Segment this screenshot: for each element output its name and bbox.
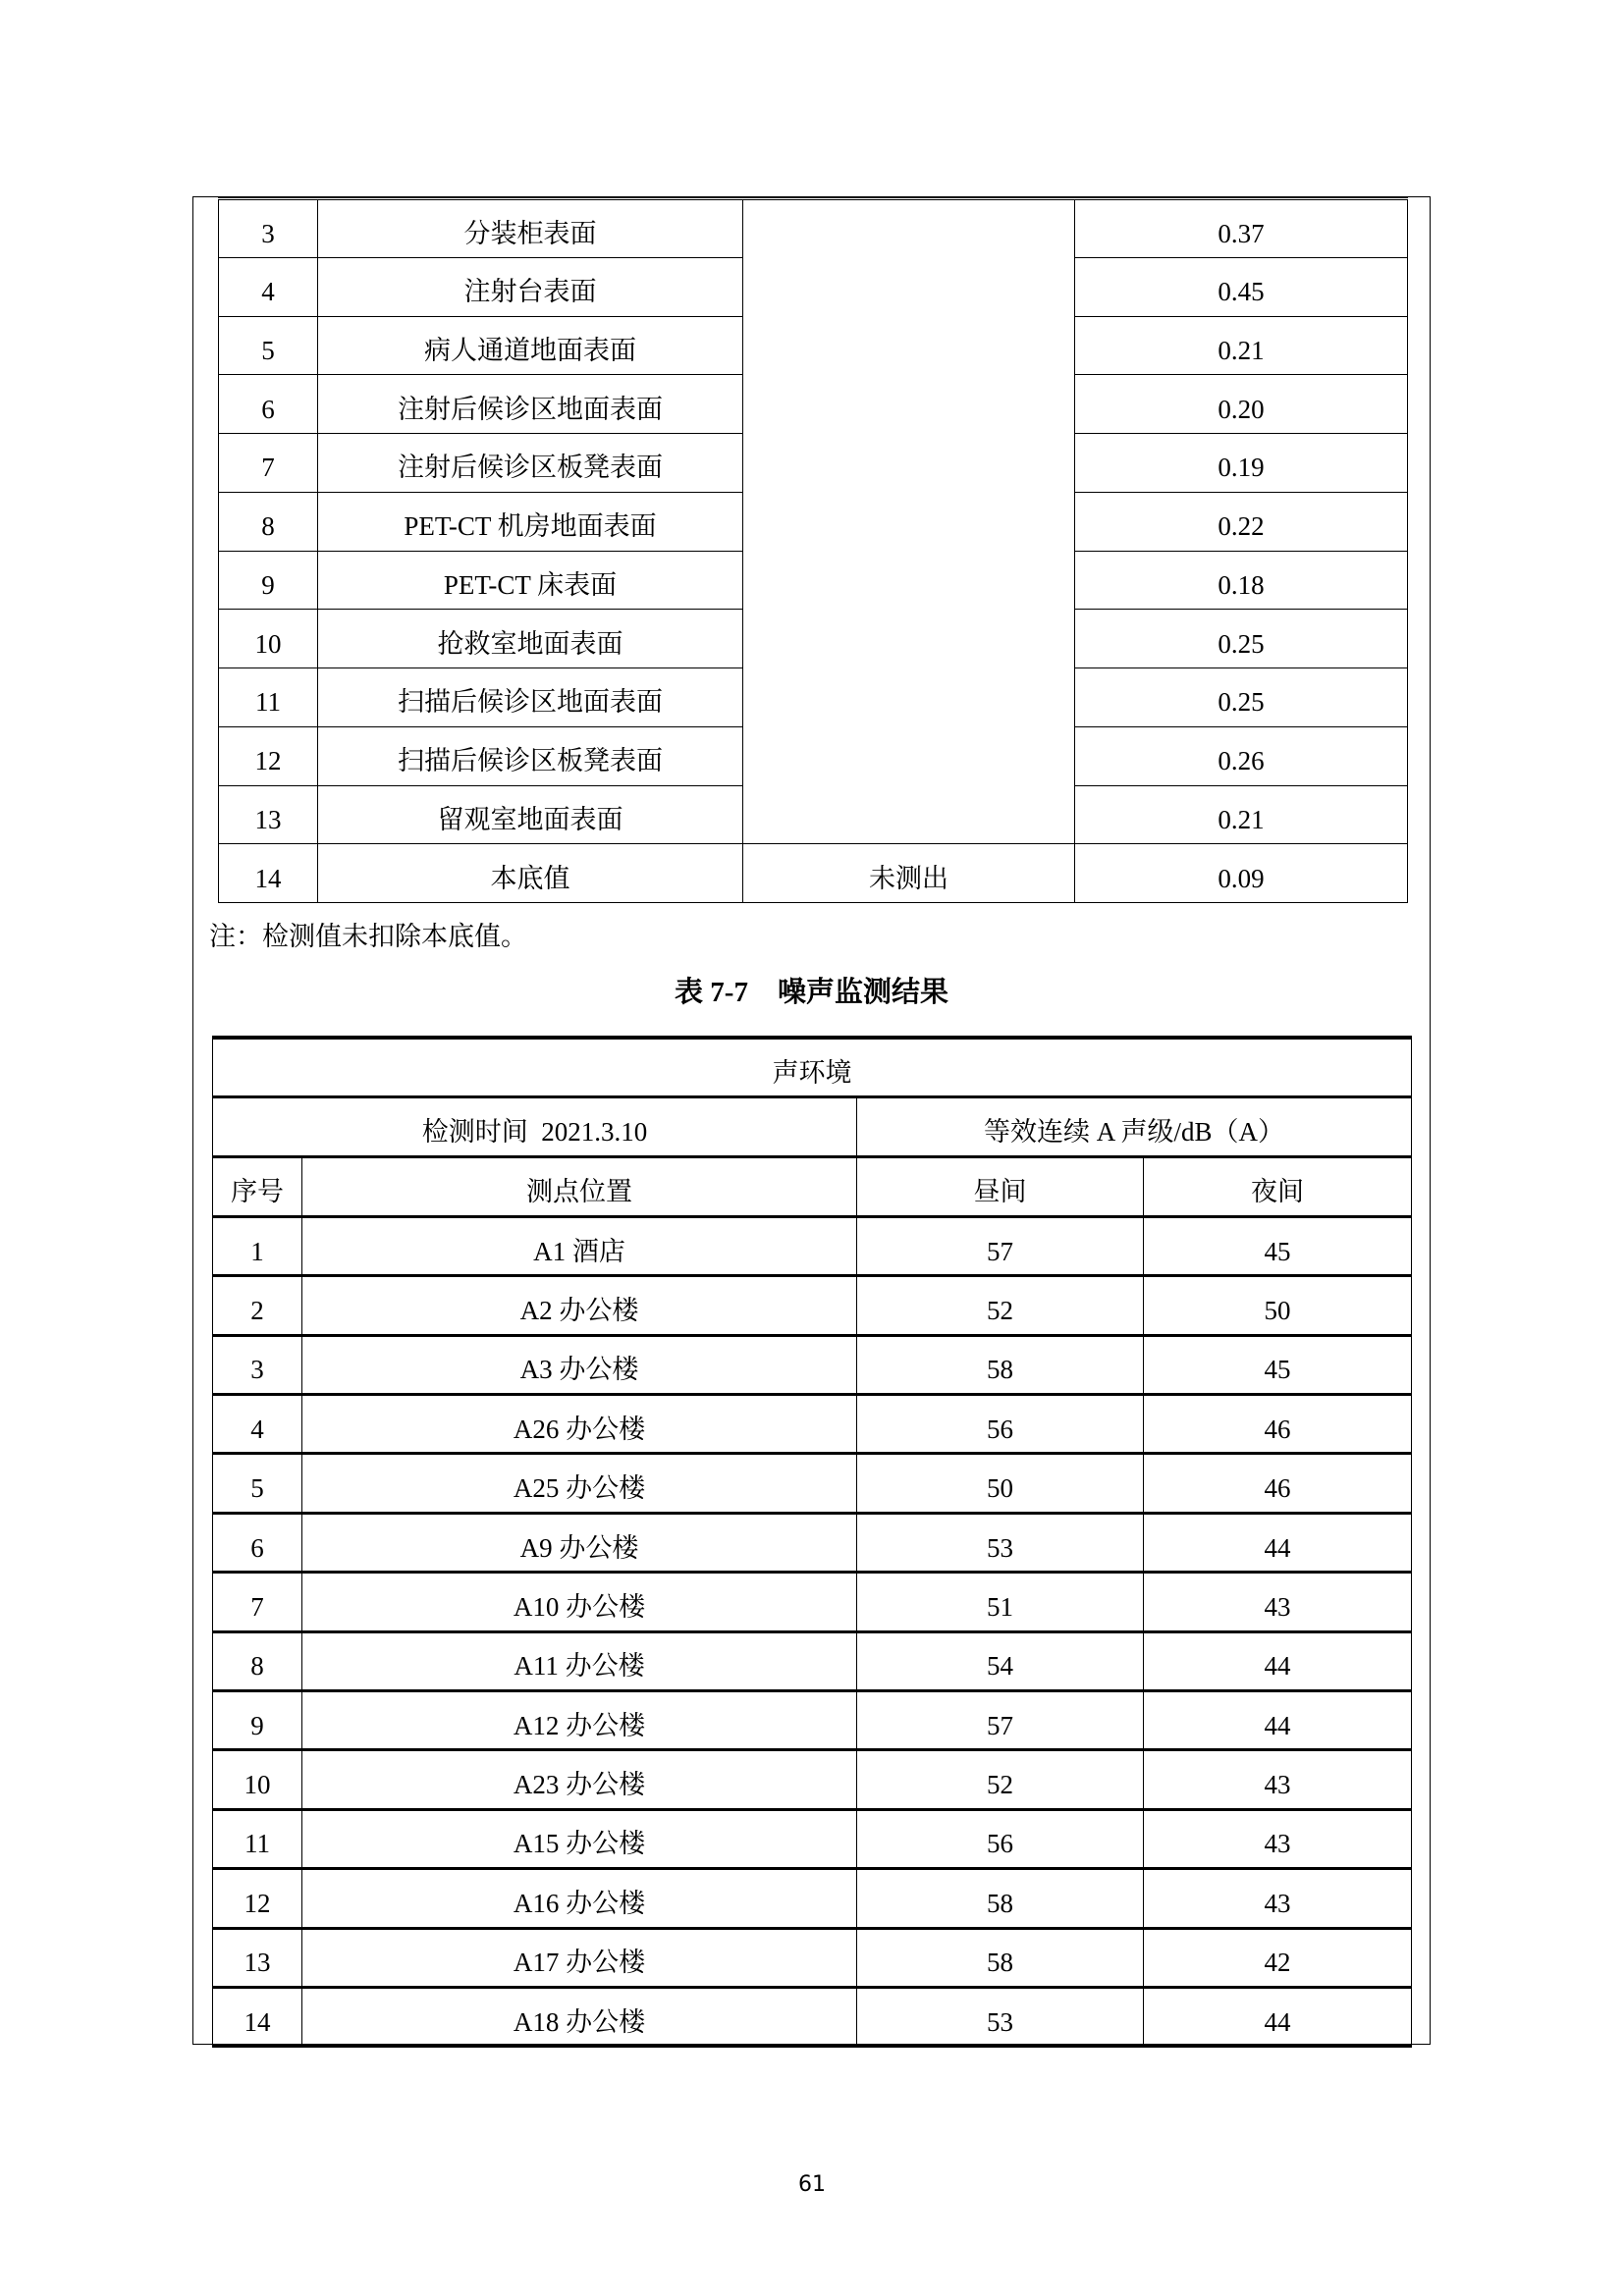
cell-no: 13 <box>213 1928 302 1987</box>
cell-location: A2 办公楼 <box>302 1276 857 1335</box>
cell-no: 4 <box>219 257 318 316</box>
cell-no: 3 <box>219 199 318 258</box>
table-row <box>213 1928 1412 1987</box>
cell-no: 2 <box>213 1276 302 1335</box>
cell-no: 8 <box>213 1631 302 1690</box>
cell-location: A1 酒店 <box>302 1216 857 1275</box>
cell-no: 9 <box>219 551 318 610</box>
header-row-columns <box>213 1157 1412 1217</box>
cell-night: 42 <box>1144 1928 1412 1987</box>
cell-location: A11 办公楼 <box>302 1631 857 1690</box>
cell-location: 分装柜表面 <box>318 199 743 258</box>
table-row <box>219 844 1408 903</box>
cell-night: 44 <box>1144 1631 1412 1690</box>
cell-day: 52 <box>857 1276 1144 1335</box>
table-row <box>213 1573 1412 1631</box>
cell-day: 53 <box>857 1513 1144 1572</box>
cell-night: 43 <box>1144 1573 1412 1631</box>
cell-location: 病人通道地面表面 <box>318 316 743 375</box>
cell-location: A18 办公楼 <box>302 1987 857 2046</box>
cell-day: 54 <box>857 1631 1144 1690</box>
cell-no: 3 <box>213 1335 302 1394</box>
cell-location: 注射后候诊区地面表面 <box>318 375 743 434</box>
cell-day: 52 <box>857 1750 1144 1809</box>
cell-location: PET-CT 床表面 <box>318 551 743 610</box>
cell-no: 13 <box>219 785 318 844</box>
cell-night: 46 <box>1144 1454 1412 1513</box>
cell-no: 11 <box>213 1809 302 1868</box>
cell-no: 12 <box>219 726 318 785</box>
cell-no: 9 <box>213 1691 302 1750</box>
table-row <box>213 1276 1412 1335</box>
header-row-section <box>213 1038 1412 1097</box>
cell-day: 56 <box>857 1395 1144 1454</box>
cell-location: A17 办公楼 <box>302 1928 857 1987</box>
cell-night: 44 <box>1144 1691 1412 1750</box>
cell-no: 6 <box>219 375 318 434</box>
cell-value: 0.37 <box>1075 199 1408 258</box>
cell-location: 注射后候诊区板凳表面 <box>318 434 743 493</box>
cell-night: 45 <box>1144 1335 1412 1394</box>
surface-contamination-table <box>218 197 1408 903</box>
col-header-location: 测点位置 <box>302 1157 857 1217</box>
cell-value: 0.18 <box>1075 551 1408 610</box>
cell-no: 11 <box>219 668 318 727</box>
cell-value: 0.21 <box>1075 785 1408 844</box>
cell-no: 14 <box>213 1987 302 2046</box>
cell-no: 5 <box>219 316 318 375</box>
cell-night: 43 <box>1144 1750 1412 1809</box>
cell-location: 本底值 <box>318 844 743 903</box>
cell-no: 10 <box>213 1750 302 1809</box>
cell-no: 7 <box>219 434 318 493</box>
cell-no: 4 <box>213 1395 302 1454</box>
cell-value: 0.45 <box>1075 257 1408 316</box>
cell-no: 6 <box>213 1513 302 1572</box>
cell-no: 8 <box>219 492 318 551</box>
cell-day: 57 <box>857 1691 1144 1750</box>
cell-night: 45 <box>1144 1216 1412 1275</box>
cell-location: 抢救室地面表面 <box>318 610 743 668</box>
cell-location: A23 办公楼 <box>302 1750 857 1809</box>
col-header-no: 序号 <box>213 1157 302 1217</box>
cell-value: 0.19 <box>1075 434 1408 493</box>
cell-value: 0.09 <box>1075 844 1408 903</box>
table-row <box>213 1335 1412 1394</box>
table-number: 表 7-7 <box>675 977 748 1008</box>
table-row <box>213 1395 1412 1454</box>
cell-no: 10 <box>219 610 318 668</box>
table-title <box>192 976 1431 1009</box>
cell-location: 扫描后候诊区板凳表面 <box>318 726 743 785</box>
cell-location: A25 办公楼 <box>302 1454 857 1513</box>
time-header: 检测时间 2021.3.10 <box>213 1097 857 1157</box>
cell-location: A10 办公楼 <box>302 1573 857 1631</box>
cell-day: 58 <box>857 1335 1144 1394</box>
cell-location: A15 办公楼 <box>302 1809 857 1868</box>
cell-no: 1 <box>213 1216 302 1275</box>
table-name: 噪声监测结果 <box>777 977 948 1008</box>
cell-location: A12 办公楼 <box>302 1691 857 1750</box>
cell-result-merged <box>743 199 1075 844</box>
cell-result: 未测出 <box>743 844 1075 903</box>
table-note: 注：检测值未扣除本底值。 <box>209 922 527 951</box>
cell-day: 58 <box>857 1869 1144 1928</box>
cell-location: 留观室地面表面 <box>318 785 743 844</box>
cell-night: 43 <box>1144 1869 1412 1928</box>
table-row <box>213 1454 1412 1513</box>
table-row <box>219 199 1408 258</box>
cell-location: A3 办公楼 <box>302 1335 857 1394</box>
table-row <box>213 1809 1412 1868</box>
section-header: 声环境 <box>213 1038 1412 1097</box>
col-header-night: 夜间 <box>1144 1157 1412 1217</box>
cell-value: 0.21 <box>1075 316 1408 375</box>
noise-monitoring-table <box>212 1036 1412 2048</box>
cell-night: 44 <box>1144 1987 1412 2046</box>
table-row <box>213 1216 1412 1275</box>
cell-day: 57 <box>857 1216 1144 1275</box>
header-row-time <box>213 1097 1412 1157</box>
cell-day: 53 <box>857 1987 1144 2046</box>
cell-day: 58 <box>857 1928 1144 1987</box>
cell-location: PET-CT 机房地面表面 <box>318 492 743 551</box>
cell-no: 12 <box>213 1869 302 1928</box>
cell-day: 50 <box>857 1454 1144 1513</box>
cell-night: 43 <box>1144 1809 1412 1868</box>
col-header-day: 昼间 <box>857 1157 1144 1217</box>
cell-no: 5 <box>213 1454 302 1513</box>
table-row <box>213 1987 1412 2046</box>
cell-location: A26 办公楼 <box>302 1395 857 1454</box>
level-header: 等效连续 A 声级/dB（A） <box>857 1097 1412 1157</box>
cell-value: 0.25 <box>1075 668 1408 727</box>
table-row <box>213 1513 1412 1572</box>
cell-no: 7 <box>213 1573 302 1631</box>
table-row <box>213 1750 1412 1809</box>
cell-value: 0.25 <box>1075 610 1408 668</box>
cell-value: 0.22 <box>1075 492 1408 551</box>
cell-location: A16 办公楼 <box>302 1869 857 1928</box>
cell-no: 14 <box>219 844 318 903</box>
table-row <box>213 1691 1412 1750</box>
page-number: 61 <box>798 2172 826 2197</box>
cell-location: 扫描后候诊区地面表面 <box>318 668 743 727</box>
cell-day: 56 <box>857 1809 1144 1868</box>
cell-night: 44 <box>1144 1513 1412 1572</box>
cell-night: 46 <box>1144 1395 1412 1454</box>
cell-location: A9 办公楼 <box>302 1513 857 1572</box>
cell-value: 0.20 <box>1075 375 1408 434</box>
cell-value: 0.26 <box>1075 726 1408 785</box>
cell-night: 50 <box>1144 1276 1412 1335</box>
table-row <box>213 1869 1412 1928</box>
cell-day: 51 <box>857 1573 1144 1631</box>
table-row <box>213 1631 1412 1690</box>
cell-location: 注射台表面 <box>318 257 743 316</box>
